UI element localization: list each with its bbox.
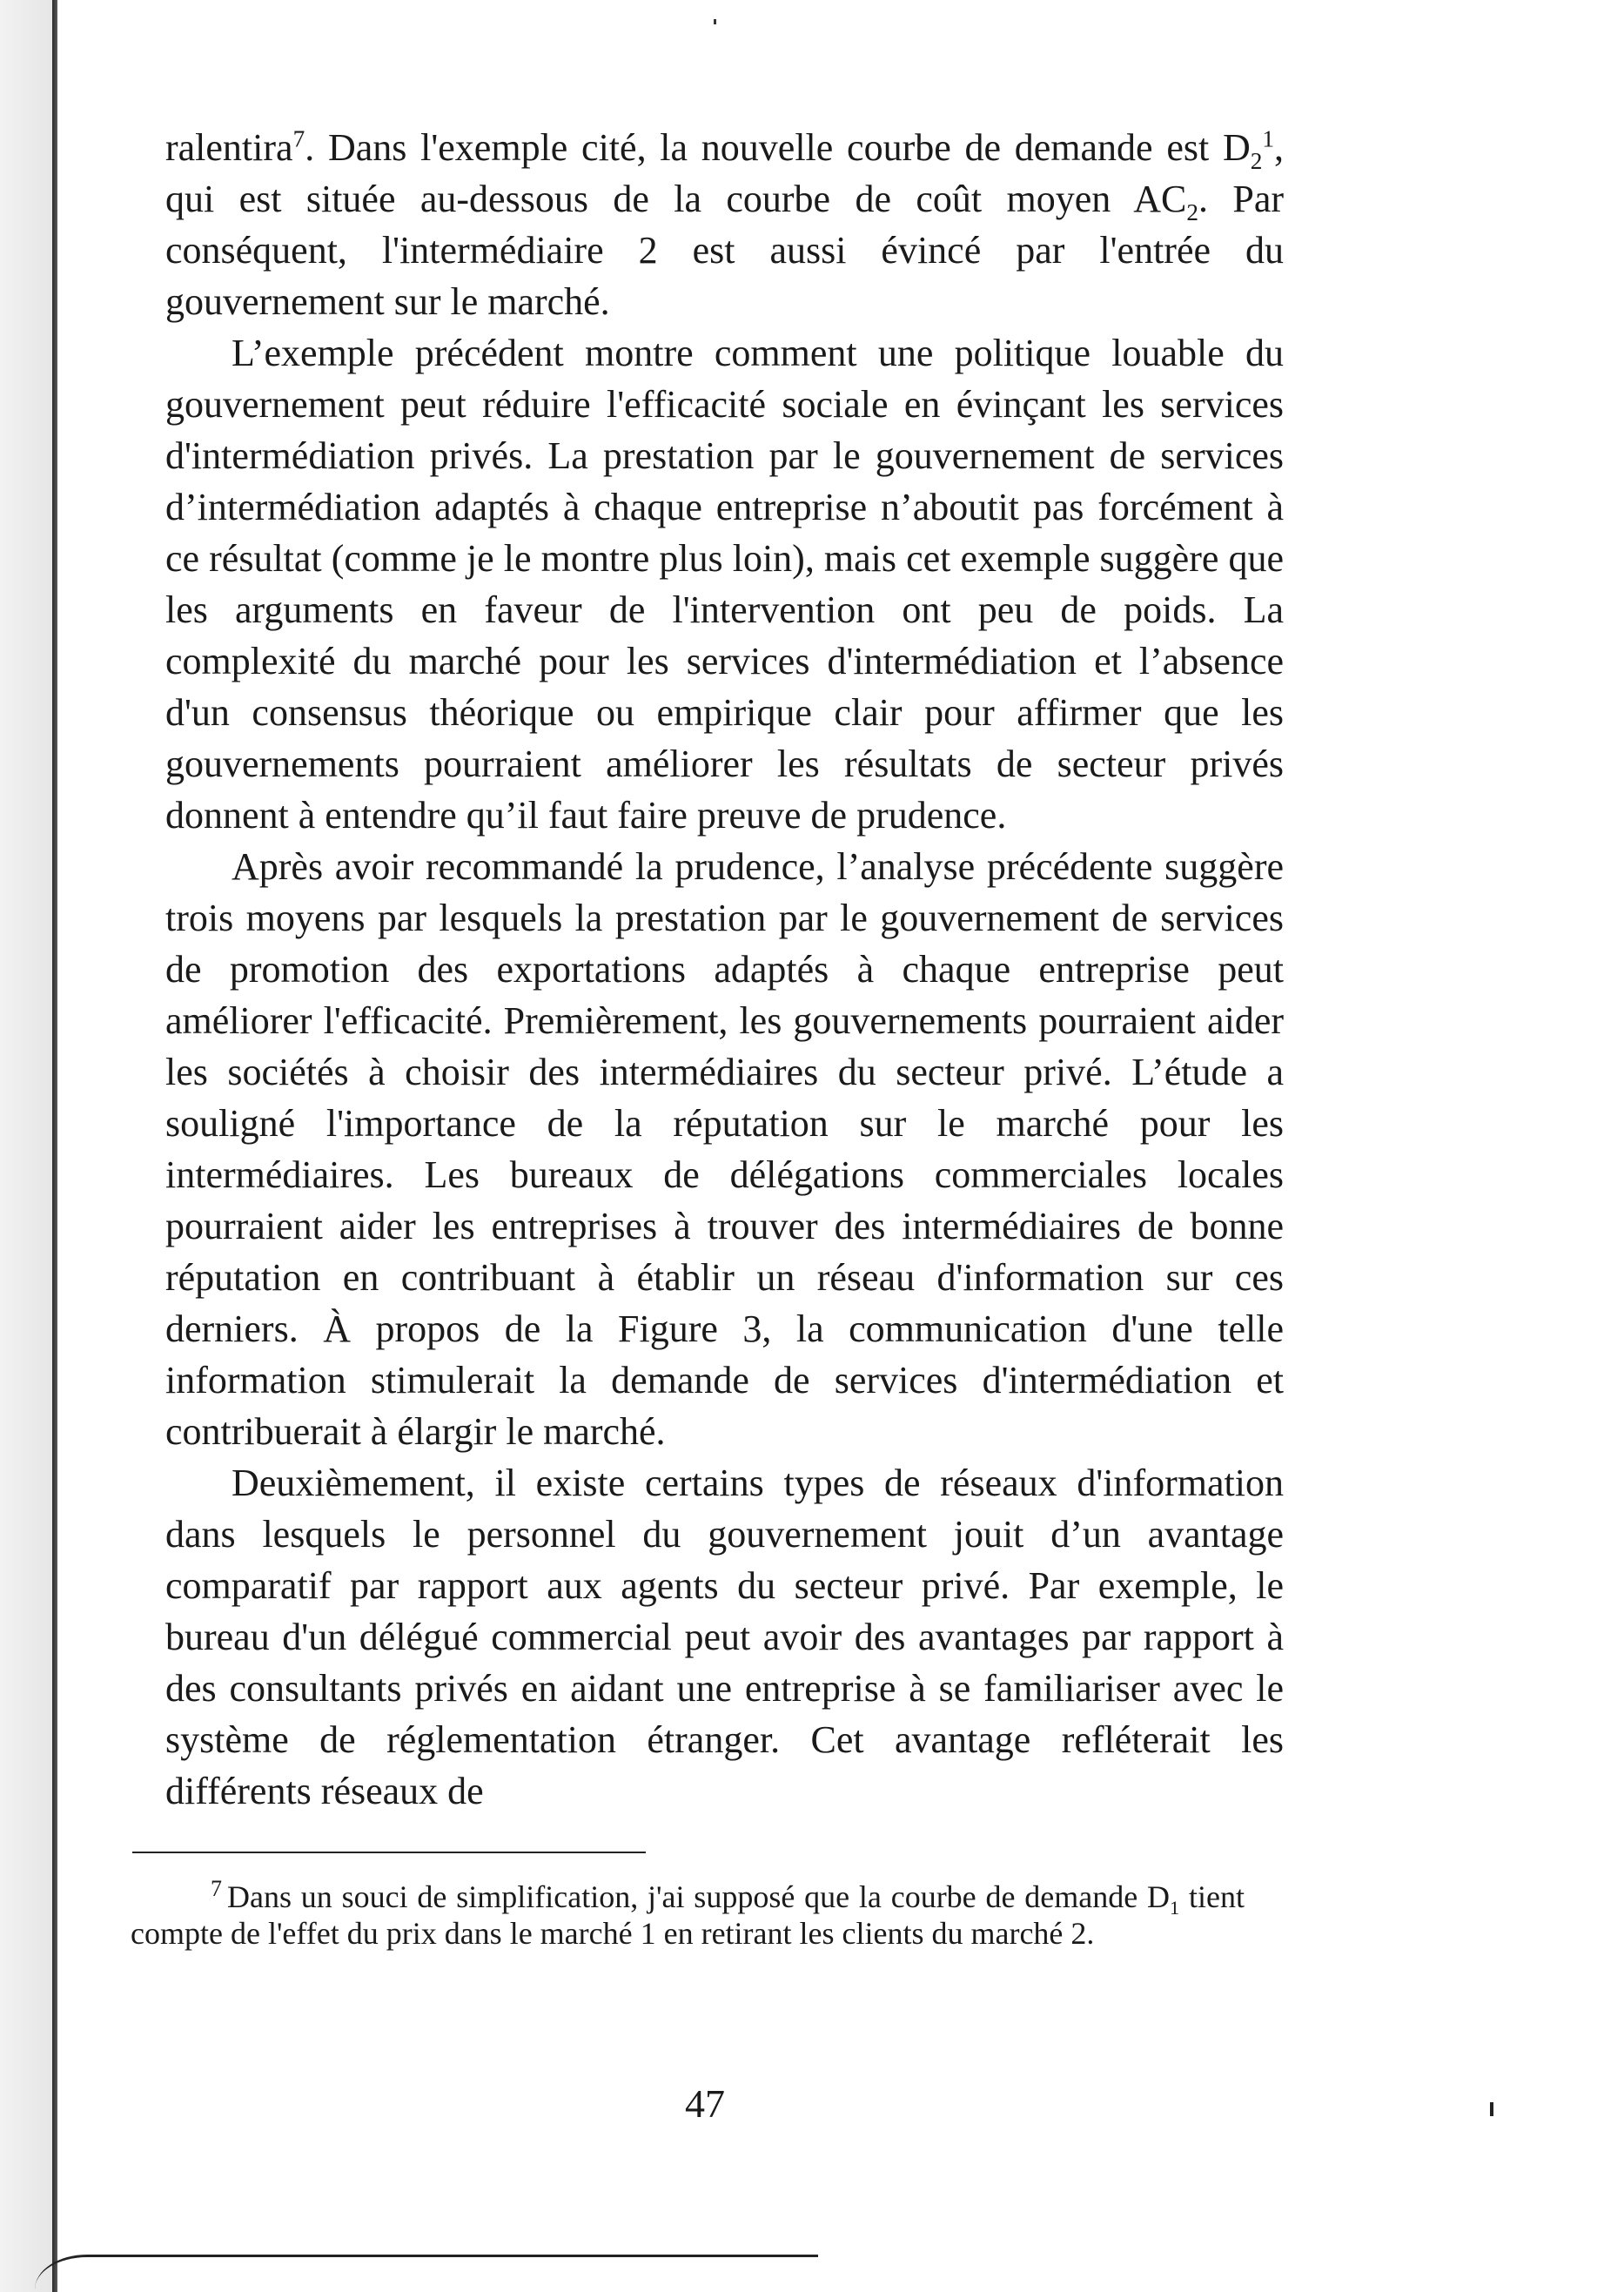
scan-speck xyxy=(714,19,716,24)
paragraph-4: Deuxièmement, il existe certains types de réseaux d'information dans lesquels le personnel du gouvernement jouit d’un avantage comparatif par rapport aux agents du secteur privé. Par exemple, le bureau d'un délégué commercial peut avoir des avantages par rapport à des consultants privés en aidant une entreprise à se familiariser avec le système de réglementation étranger. Cet avantage refléterait les différents réseaux de xyxy=(165,1462,1284,1812)
binding-shadow xyxy=(0,0,52,2292)
scan-mark xyxy=(1490,2102,1493,2116)
paragraph-3: Après avoir recommandé la prudence, l’analyse précédente suggère trois moyens par lesquels la prestation par le gouvernement de services de promotion des exportations adaptés à chaque entreprise peut améliorer l'efficacité. Premièrement, les gouvernements pourraient aider les sociétés à choisir des intermédiaires du secteur privé. L’étude a souligné l'importance de la réputation sur le marché pour les intermédiaires. Les bureaux de délégations commerciales locales pourraient aider les entreprises à trouver des intermédiaires de bonne réputation en contribuant à établir un réseau d'information sur ces derniers. À propos de la Figure 3, la communication d'une telle information stimulerait la demande de services d'intermédiation et contribuerait à élargir le marché. xyxy=(165,845,1284,1453)
footnote-separator xyxy=(132,1852,646,1853)
binding-edge xyxy=(52,0,57,2292)
footnote: $^7$ Dans un souci de simplification, j'ai supposé que la courbe de demande $D_1$ tient compte de l'effet du prix dans le marché 1 en retirant les clients du marché 2. xyxy=(131,1876,1245,1951)
footnote-reference: 7 xyxy=(292,125,305,152)
footnote-number: 7 xyxy=(211,1876,222,1901)
paragraph-2: L’exemple précédent montre comment une politique louable du gouvernement peut réduire l'efficacité sociale en évinçant les services d'intermédiation privés. La prestation par le gouvernement de services d’intermédiation adaptés à chaque entreprise n’aboutit pas forcément à ce résultat (comme je le montre plus loin), mais cet exemple suggère que les arguments en faveur de l'intervention ont peu de poids. La complexité du marché pour les services d'intermédiation et l’absence d'un consensus théorique ou empirique clair pour affirmer que les gouvernements pourraient améliorer les résultats de secteur privés donnent à entendre qu’il faut faire preuve de prudence. xyxy=(165,332,1284,837)
paragraph-1: ralentira$^7$. Dans l'exemple cité, la nouvelle courbe de demande est $D_2^1$, qui est située au-dessous de la courbe de coût moyen $AC_2$. Par conséquent, l'intermédiaire 2 est aussi évincé par l'entrée du gouvernement sur le marché. xyxy=(165,125,1284,323)
page-number: 47 xyxy=(685,2081,725,2126)
page-curl xyxy=(35,2255,818,2292)
body-text xyxy=(165,122,1284,1817)
